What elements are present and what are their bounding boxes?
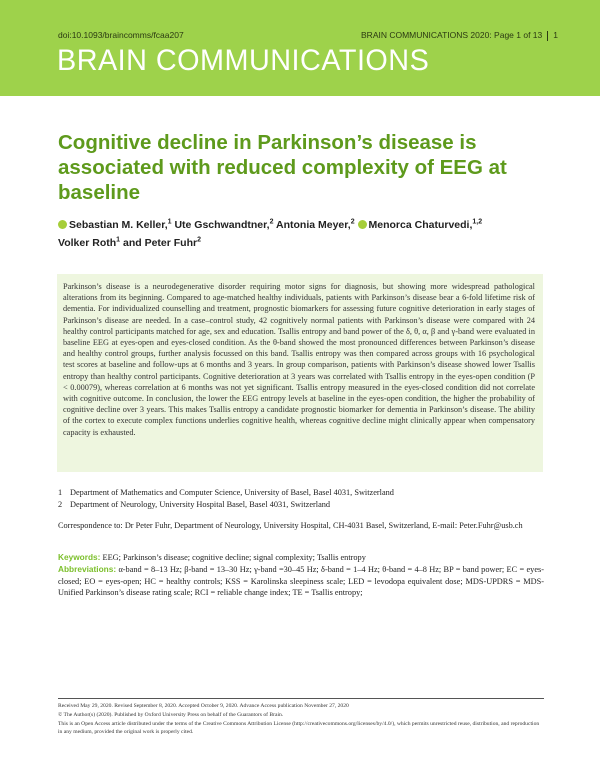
doi-link[interactable]: doi:10.1093/braincomms/fcaa207 [58,30,184,40]
page-number: 1 [553,30,558,40]
journal-name: BRAIN COMMUNICATIONS [57,44,430,77]
author[interactable] [58,219,172,231]
affiliation-marker: 1 [167,218,172,225]
author-name: Volker Roth [58,237,117,249]
affiliation-marker: 1 [116,236,121,244]
affiliation-marker: 2 [197,236,201,244]
author-name: and Peter Fuhr [122,237,198,249]
author[interactable] [58,237,120,249]
running-head-text: BRAIN COMMUNICATIONS 2020: Page 1 of 13 [361,30,543,40]
keywords-line [58,551,544,564]
orcid-icon[interactable] [358,220,367,229]
abbreviations-label: Abbreviations: [58,564,117,574]
copyright-notice: © The Author(s) (2020). Published by Oxford University Press on behalf of the Guarantors of Brain. [58,712,284,718]
affiliation-marker: 2 [350,218,355,225]
license-notice: This is an Open Access article distributed under the terms of the Creative Commons Attribution License (http://creativecommons.org/licenses/by/4.0/), which permits unrestricted reuse, distribution, and reproduction in any medium, provided the original work is properly cited. [58,721,540,735]
author[interactable] [358,219,483,231]
affiliation-number: 2 [58,500,63,509]
abstract-box [57,274,543,472]
footer-divider [58,698,544,699]
author-name: Menorca Chaturvedi, [368,218,473,231]
received-dates: Received May 29, 2020. Revised September 8, 2020. Accepted October 9, 2020. Advance Access publication November 27, 2020 [58,703,349,709]
author-name: Antonia Meyer, [276,218,351,231]
affiliation-item [58,499,528,511]
divider [547,31,548,41]
author[interactable] [174,219,273,231]
running-head [361,30,558,41]
abbreviations-block [58,564,544,599]
article-title: Cognitive decline in Parkinson’s disease is associated with reduced complexity of EEG at baseline [58,131,507,204]
abbreviations-text: α-band = 8–13 Hz; β-band = 13–30 Hz; γ-band =30–45 Hz; δ-band = 1–4 Hz; θ-band = 4–8 Hz; BP = band power; EC = eyes-closed; EO = eyes-open; HC = healthy controls; KSS = Karolinska sleepiness scale; LED = levodopa equivalent dose; MDS-UPDRS = MDS-Unified Parkinson’s disease rating scale; RCI = reliable change index; TE = Tsallis entropy; [58,565,545,597]
author[interactable] [276,219,355,231]
orcid-icon[interactable] [58,220,67,229]
journal-banner [0,0,600,96]
affiliation-text: Department of Neurology, University Hospital Basel, Basel 4031, Switzerland [70,500,331,509]
affiliation-number: 1 [58,488,63,497]
author-name: Sebastian M. Keller, [69,218,168,231]
abstract-text: Parkinson’s disease is a neurodegenerative disorder requiring motor signs for diagnosis, but showing more widespread pathological alterations from its beginning. Compared to age-matched healthy individuals, patients with Parkinson’s disease bear a 6-fold lifetime risk of dementia. For individualized counselling and treatment, prognostic biomarkers for assessing future cognitive deterioration in early stages of Parkinson’s disease are needed. In a case–control study, 42 cognitively normal patients with Parkinson’s disease were compared with 24 healthy control participants matched for age, sex and education. Tsallis entropy and band power of the δ, θ, α, β and γ-band were evaluated in baseline EEG at eyes-open and eyes-closed condition. As the θ-band showed the most pronounced differences between Parkinson’s disease and healthy control groups, further analysis focussed on this band. Tsallis entropy was then compared across groups with 16 psychological test scores at baseline and follow-ups at 6 months and 3 years. In group comparison, patients with Parkinson’s disease showed lower Tsallis entropy than healthy control participants. Cognitive deterioration at 3 years was correlated with Tsallis entropy in the eyes-open condition (P < 0.00079), whereas correlation at 6 months was not yet significant. Tsallis entropy measured in the eyes-closed condition did not correlate with cognitive outcome. In conclusion, the lower the EEG entropy levels at baseline in the eyes-open condition, the higher the probability of cognitive decline over 3 years. This makes Tsallis entropy a candidate prognostic biomarker for dementia in Parkinson’s disease. The ability of the cortex to execute complex functions underlies cognitive health, whereas cognitive decline might clinically appear when compensatory capacity is exhausted. [63,282,535,437]
affiliations [58,487,528,511]
author[interactable] [123,237,201,249]
affiliation-text: Department of Mathematics and Computer Science, University of Basel, Basel 4031, Switzerland [70,488,394,497]
correspondence: Correspondence to: Dr Peter Fuhr, Department of Neurology, University Hospital, CH-4031 Basel, Switzerland, E-mail: Peter.Fuhr@usb.ch [58,521,523,530]
affiliation-marker: 2 [269,218,274,225]
keywords-text: EEG; Parkinson’s disease; cognitive decline; signal complexity; Tsallis entropy [102,553,366,562]
affiliation-marker: 1,2 [472,218,483,225]
author-name: Ute Gschwandtner, [174,218,270,231]
author-list [58,214,538,251]
keywords-label: Keywords: [58,552,101,562]
affiliation-item [58,487,528,499]
